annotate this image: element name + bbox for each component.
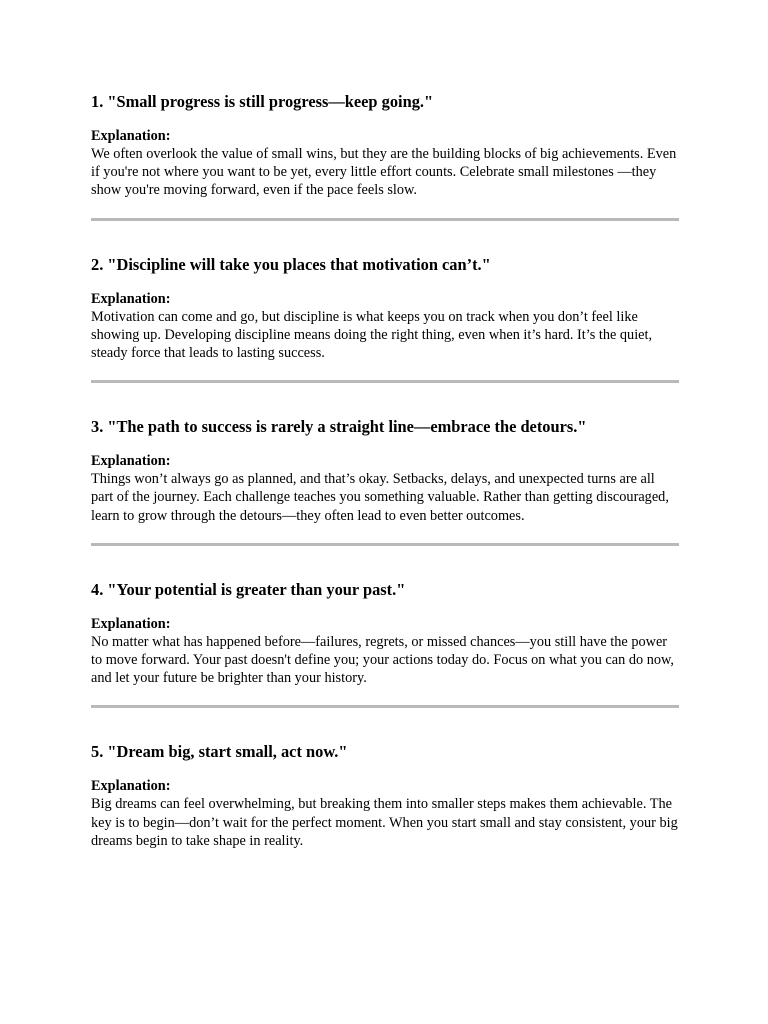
quote-entry-3	[91, 416, 679, 525]
quote-entry-2	[91, 254, 679, 363]
explanation-text: No matter what has happened before—failures, regrets, or missed chances—you still have the power to move forward. Your past doesn't define you; your actions today do. Focus on what you can do now, and let your future be brighter than your history.	[91, 633, 674, 687]
quote-heading: 5. "Dream big, start small, act now."	[91, 742, 348, 762]
section-divider	[91, 218, 679, 221]
section-divider	[91, 705, 679, 708]
quote-heading: 2. "Discipline will take you places that motivation can’t."	[91, 254, 491, 274]
quote-heading: 1. "Small progress is still progress—keep going."	[91, 92, 434, 111]
explanation-text: Motivation can come and go, but discipline is what keeps you on track when you don’t feel like showing up. Developing discipline means doing the right thing, even when it’s hard. It’s the quiet, steady force that leads to lasting success.	[91, 308, 653, 362]
quote-entry-5	[91, 741, 679, 850]
explanation-label: Explanation:	[91, 615, 171, 632]
quote-heading: 4. "Your potential is greater than your past."	[91, 579, 406, 599]
document-page	[91, 91, 679, 850]
quote-entry-4	[91, 579, 679, 688]
section-divider	[91, 543, 679, 546]
explanation-label: Explanation:	[91, 290, 171, 307]
explanation-text: Big dreams can feel overwhelming, but breaking them into smaller steps makes them achievable. The key is to begin—don’t wait for the perfect moment. When you start small and stay consistent, your big dreams begin to take shape in reality.	[91, 796, 678, 849]
explanation-text: We often overlook the value of small wins, but they are the building blocks of big achievements. Even if you're not where you want to be yet, every little effort counts. Celebrate small milestones —they show you're moving forward, even if the pace feels slow.	[91, 146, 677, 199]
explanation-label: Explanation:	[91, 453, 171, 470]
explanation-text: Things won’t always go as planned, and that’s okay. Setbacks, delays, and unexpected turns are all part of the journey. Each challenge teaches you something valuable. Rather than getting discouraged, learn to grow through the detours—they often lead to even better outcomes.	[91, 471, 669, 524]
explanation-label: Explanation:	[91, 778, 171, 795]
quote-entry-1	[91, 91, 679, 200]
quote-heading: 3. "The path to success is rarely a straight line—embrace the detours."	[91, 417, 587, 437]
section-divider	[91, 380, 679, 383]
explanation-label: Explanation:	[91, 128, 171, 144]
